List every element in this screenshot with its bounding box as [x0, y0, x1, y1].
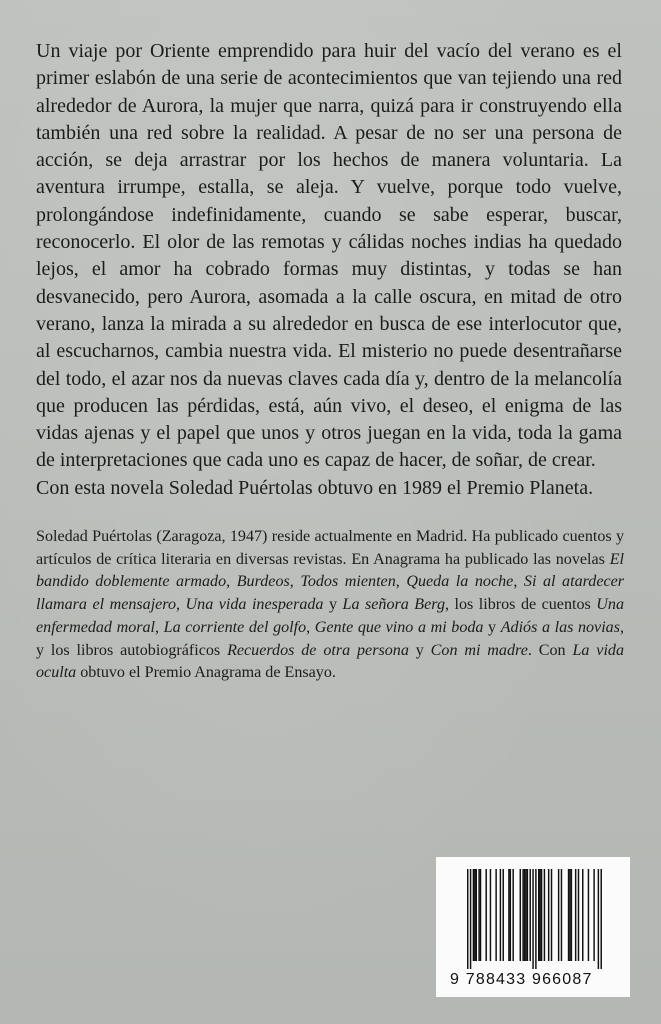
story-collection-title: Adiós a las novias — [500, 618, 620, 636]
barcode-bar — [470, 869, 471, 969]
barcode-bar — [508, 869, 509, 961]
barcode-bar — [588, 869, 589, 961]
isbn-digits: 9 788433 966087 — [450, 971, 593, 988]
barcode-bar — [476, 869, 477, 961]
novel-title: El bandido doblemente armado — [36, 550, 624, 591]
barcode-bar — [527, 869, 528, 961]
novel-title: Todos mienten — [300, 573, 396, 591]
barcode-bar — [474, 869, 475, 961]
barcode-icon — [467, 869, 605, 969]
barcode-bar — [575, 869, 576, 961]
synopsis-paragraph: Un viaje por Oriente emprendido para huir del vacío del verano es el primer eslabón de una serie de acontecimientos que van tejiendo una red alrededor de Aurora, la mujer que narra, quizá para ir construyendo ella también una red sobre la realidad. A pesar de no ser una persona de acción, se deja arrastrar por los hechos de manera voluntaria. La aventura irrumpe, estalla, se aleja. Y vuelve, porque todo vuelve, prolongándose indefinidamente, cuando se sabe esperar, buscar, reconocerlo. El olor de las remotas y cálidas noches indias ha quedado lejos, el amor ha cobrado formas muy distintas, y todas se han desvanecido, pero Aurora, asomada a la calle oscura, en mitad de otro verano, lanza la mirada a su alrededor en busca de ese interlocutor que, al escucharnos, cambia nuestra vida. El misterio no puede desentrañarse del todo, el azar nos da nuevas claves cada día y, dentro de la melancolía que producen las pérdidas, está, aún vivo, el deseo, el enigma de las vidas ajenas y el papel que unos y otros juegan en la vida, toda la gama de interpretaciones que cada uno es capaz de hacer, de soñar, de crear. — [36, 40, 622, 472]
novel-title: La señora Berg — [342, 596, 445, 614]
barcode-bar — [495, 869, 496, 961]
bio-connector: , y los libros autobiográficos — [36, 618, 625, 659]
story-collection-title: La corriente del golfo — [163, 618, 307, 636]
novel-title: Si al atardecer llamara el mensajero — [36, 573, 625, 614]
barcode-bar — [478, 869, 479, 961]
barcode-bar — [503, 869, 504, 961]
bio-award-text: obtuvo el Premio Anagrama de Ensayo. — [76, 664, 336, 682]
barcode-bar — [600, 869, 601, 969]
barcode-bar — [571, 869, 572, 961]
bio-connector: y — [408, 641, 431, 659]
barcode-bar — [551, 869, 552, 961]
barcode-bar — [525, 869, 526, 961]
barcode-bar — [524, 869, 525, 961]
barcode-bar — [485, 869, 486, 961]
barcode-bar — [568, 869, 569, 961]
barcode-bar — [598, 869, 599, 969]
barcode-bar — [582, 869, 583, 961]
author-bio — [36, 526, 624, 685]
memoir-title: Recuerdos de otra persona — [227, 641, 409, 659]
novel-title: Una vida inesperada — [185, 596, 324, 614]
novel-title: Burdeos — [236, 573, 290, 591]
memoir-title: Con mi madre — [430, 641, 528, 659]
author-bio-paragraph: Soledad Puértolas (Zaragoza, 1947) reside actualmente en Madrid. Ha publicado cuentos y artículos de crítica literaria en diversas revistas. En Anagrama ha publicado las novelas El bandido doblemente armado, Burdeos, Todos mienten, Queda la noche, Si al atardecer llamara el mensajero, Una vida inesperada y La señora Berg, los libros de cuentos Una enfermedad moral, La corriente del golfo, Gente que vino a mi boda y Adiós a las novias, y los libros autobiográficos Recuerdos de otra persona y Con mi madre. Con La vida oculta obtuvo el Premio Anagrama de Ensayo. — [36, 528, 625, 682]
bio-connector: . Con — [527, 641, 573, 659]
barcode-bar — [512, 869, 513, 961]
barcode-bar — [532, 869, 533, 969]
novel-title: Queda la noche — [406, 573, 514, 591]
barcode-bar — [569, 869, 570, 961]
isbn-barcode-box — [436, 857, 630, 997]
bio-connector: y — [483, 618, 501, 636]
barcode-bar — [548, 869, 549, 961]
synopsis — [36, 38, 622, 502]
barcode-bar — [522, 869, 523, 961]
barcode-bar — [529, 869, 530, 961]
barcode-bar — [558, 869, 559, 961]
barcode-bar — [544, 869, 545, 961]
story-collection-title: Gente que vino a mi boda — [314, 618, 484, 636]
barcode-bar — [561, 869, 562, 961]
award-line: Con esta novela Soledad Puértolas obtuvo en 1989 el Premio Planeta. — [36, 476, 594, 499]
story-collection-title: Una enfermedad moral — [36, 596, 624, 636]
barcode-bar — [593, 869, 594, 961]
barcode-bar — [539, 869, 540, 961]
barcode-bar — [520, 869, 521, 961]
barcode-bar — [510, 869, 511, 961]
bio-connector: , los libros de cuentos — [445, 596, 597, 614]
barcode-bar — [473, 869, 474, 961]
barcode-bar — [467, 869, 468, 969]
bio-intro: Soledad Puértolas (Zaragoza, 1947) reside actualmente en Madrid. Ha publicado cuentos y artículos de crítica literaria en diversas revistas. En Anagrama ha publicado las novelas — [36, 528, 624, 568]
barcode-bar — [500, 869, 501, 961]
barcode-bar — [480, 869, 481, 961]
barcode-bar — [490, 869, 491, 961]
barcode-bar — [578, 869, 579, 961]
barcode-bar — [541, 869, 542, 961]
essay-title: La vida oculta — [36, 641, 625, 682]
bio-connector: y — [323, 596, 343, 614]
barcode-bar — [535, 869, 536, 969]
barcode-bar — [538, 869, 539, 961]
